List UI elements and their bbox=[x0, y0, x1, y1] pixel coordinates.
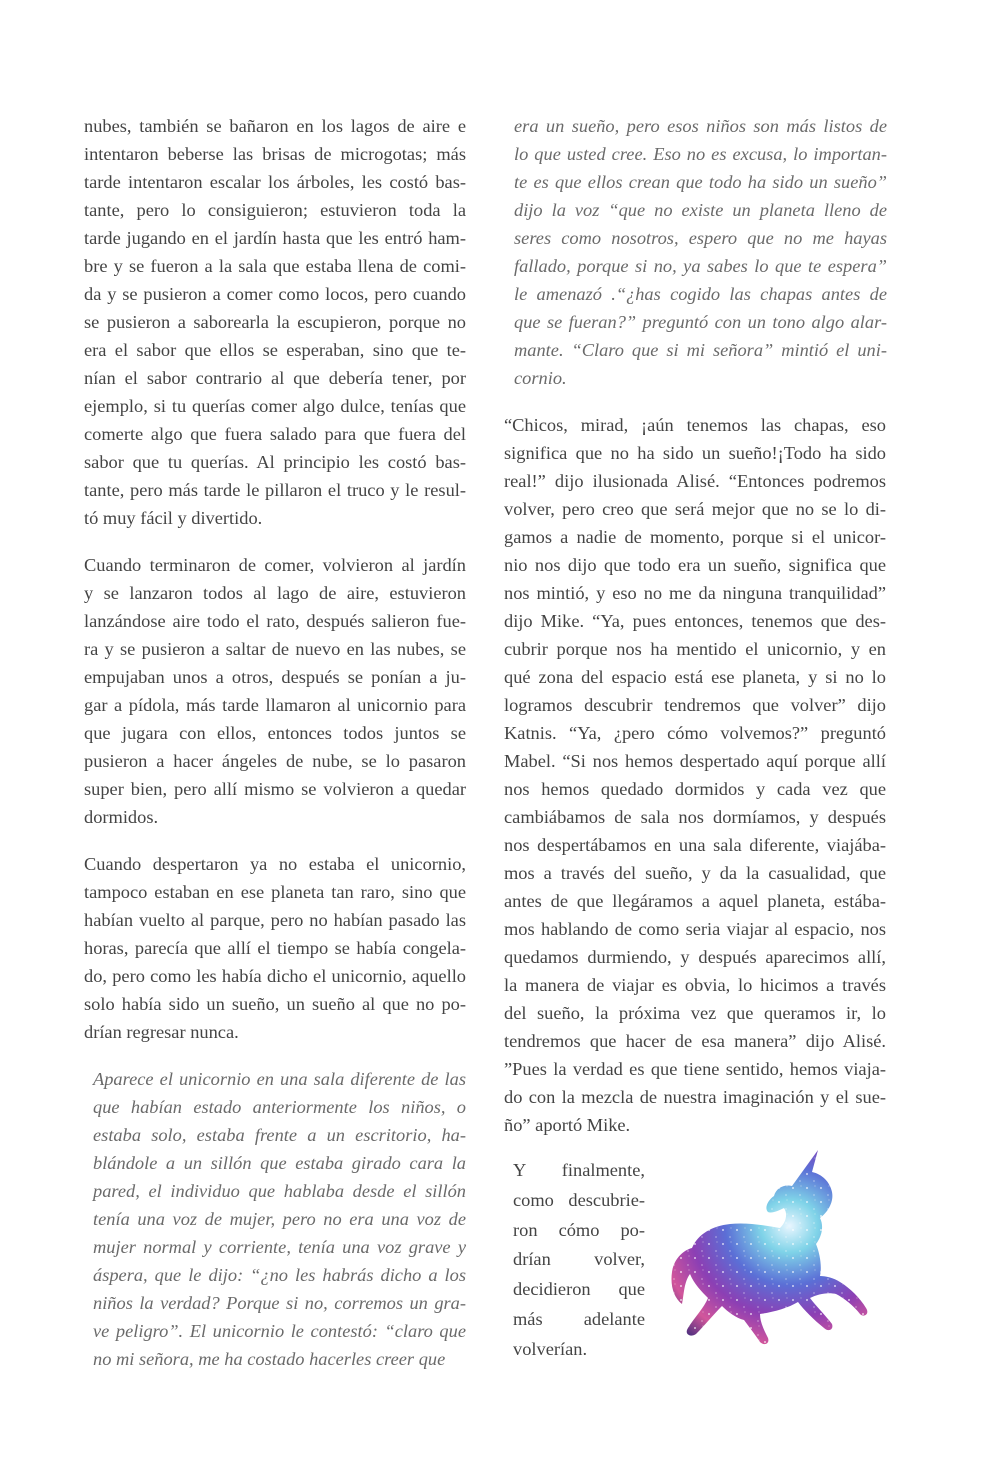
left-column bbox=[84, 112, 466, 1373]
text-line: tenía una voz de mujer, pero no era una voz de bbox=[93, 1209, 466, 1229]
text-line: sabor que tu querías. Al principio les costó bas- bbox=[84, 452, 466, 472]
text-line: mos a través del sueño, y da la casualidad, que bbox=[504, 863, 886, 883]
text-line: que habían estado anteriormente los niños, o bbox=[93, 1097, 466, 1117]
text-line: da y se pusieron a comer como locos, pero cuando bbox=[84, 284, 466, 304]
text-line: ño” aportó Mike. bbox=[504, 1115, 631, 1135]
text-line: tante, pero lo consiguieron; estuvieron toda la bbox=[84, 200, 466, 220]
text-line: tarde jugando en el jardín hasta que les entró ham- bbox=[84, 228, 466, 248]
left-paragraph-3 bbox=[84, 850, 466, 1046]
text-line: Cuando terminaron de comer, volvieron al jardín bbox=[84, 555, 466, 575]
unicorn-image bbox=[664, 1142, 892, 1352]
text-line: dijo Mike. “Ya, pues entonces, tenemos que des- bbox=[504, 611, 886, 631]
right-italic-paragraph bbox=[504, 112, 887, 392]
text-line: volver, pero creo que será mejor que no se lo di- bbox=[504, 499, 886, 519]
text-line: mante. “Claro que si mi señora” mintió el uni- bbox=[514, 340, 887, 360]
text-line: como descubrie- bbox=[513, 1189, 645, 1210]
text-line: no mi señora, me ha costado hacerles creer que bbox=[93, 1349, 446, 1369]
right-paragraph-1 bbox=[504, 411, 886, 1139]
text-line: cambiábamos de sala nos dormíamos, y después bbox=[504, 807, 886, 827]
text-line: horas, parecía que allí el tiempo se había congela- bbox=[84, 938, 466, 958]
right-column bbox=[504, 112, 886, 1139]
text-line: se pusieron a saborearla la escupieron, porque no bbox=[84, 312, 466, 332]
text-line: cornio. bbox=[514, 368, 567, 388]
text-line: intentaron beberse las brisas de microgotas; más bbox=[84, 144, 466, 164]
left-paragraph-2 bbox=[84, 551, 466, 831]
final-paragraph bbox=[513, 1156, 645, 1365]
text-line: le amenazó .“¿has cogido las chapas antes de bbox=[514, 284, 887, 304]
text-line: “Chicos, mirad, ¡aún tenemos las chapas, eso bbox=[504, 415, 886, 435]
text-line: ron cómo po- bbox=[513, 1219, 645, 1240]
text-line: real!” dijo ilusionada Alisé. “Entonces podremos bbox=[504, 471, 886, 491]
text-line: tó muy fácil y divertido. bbox=[84, 508, 263, 528]
text-line: Cuando despertaron ya no estaba el unicornio, bbox=[84, 854, 466, 874]
text-line: nio nos dijo que todo era un sueño, significa que bbox=[504, 555, 886, 575]
left-paragraph-1 bbox=[84, 112, 466, 532]
text-line: solo había sido un sueño, un sueño al que no po- bbox=[84, 994, 466, 1014]
text-line: y se lanzaron todos al lago de aire, estuvieron bbox=[84, 583, 466, 603]
text-line: nos mintió, y eso no me da ninguna tranquilidad” bbox=[504, 583, 886, 603]
text-line: quedamos durmiendo, y después aparecimos allí, bbox=[504, 947, 886, 967]
text-line: tendremos que hacer de esa manera” dijo Alisé. bbox=[504, 1031, 886, 1051]
text-line: lanzándose aire todo el rato, después salieron fue- bbox=[84, 611, 466, 631]
text-line: ejemplo, si tu querías comer algo dulce, tenías que bbox=[84, 396, 466, 416]
text-line: tarde intentaron escalar los árboles, les costó bas- bbox=[84, 172, 466, 192]
text-line: do con la mezcla de nuestra imaginación y el sue- bbox=[504, 1087, 886, 1107]
text-line: Mabel. “Si nos hemos despertado aquí porque allí bbox=[504, 751, 886, 771]
text-line: más adelante bbox=[513, 1308, 645, 1329]
text-line: mujer normal y corriente, tenía una voz grave y bbox=[93, 1237, 466, 1257]
text-line: dijo la voz “que no existe un planeta lleno de bbox=[514, 200, 887, 220]
text-line: seres como nosotros, espero que no me hayas bbox=[514, 228, 887, 248]
text-line: ”Pues la verdad es que tiene sentido, hemos viaja- bbox=[504, 1059, 886, 1079]
text-line: pared, el individuo que hablaba desde el sillón bbox=[93, 1181, 466, 1201]
text-line: empujaban unos a otros, después se ponían a ju- bbox=[84, 667, 466, 687]
text-line: cubrir porque nos ha mentido el unicornio, y en bbox=[504, 639, 886, 659]
text-line: nos hemos quedado dormidos y cada vez que bbox=[504, 779, 886, 799]
text-line: la manera de viajar es obvia, lo hicimos a través bbox=[504, 975, 886, 995]
text-line: blándole a un sillón que estaba girado cara la bbox=[93, 1153, 466, 1173]
text-line: estaba solo, estaba frente a un escritorio, ha- bbox=[93, 1125, 466, 1145]
text-line: lo que usted cree. Eso no es excusa, lo importan- bbox=[514, 144, 887, 164]
text-line: nos despertábamos en una sala diferente, viajába- bbox=[504, 835, 886, 855]
text-line: pusieron a hacer ángeles de nube, se lo pasaron bbox=[84, 751, 466, 771]
text-line: tante, pero más tarde le pillaron el truco y le resul- bbox=[84, 480, 466, 500]
text-line: significa que no ha sido un sueño!¡Todo ha sido bbox=[504, 443, 886, 463]
text-line: áspera, que le dijo: “¿no les habrás dicho a los bbox=[93, 1265, 466, 1285]
text-line: fallado, porque si no, ya sabes lo que te espera” bbox=[514, 256, 887, 276]
text-line: drían regresar nunca. bbox=[84, 1022, 239, 1042]
text-line: gar a pídola, más tarde llamaron al unicornio para bbox=[84, 695, 466, 715]
text-line: Aparece el unicornio en una sala diferente de las bbox=[93, 1069, 466, 1089]
text-line: mos hablando de como seria viajar al espacio, nos bbox=[504, 919, 886, 939]
text-line: super bien, pero allí mismo se volvieron a quedar bbox=[84, 779, 466, 799]
text-line: logramos descubrir tendremos que volver” dijo bbox=[504, 695, 886, 715]
text-line: Y finalmente, bbox=[513, 1160, 645, 1180]
text-line: gamos a nadie de momento, porque si el unicor- bbox=[504, 527, 886, 547]
text-line: drían volver, bbox=[513, 1249, 645, 1270]
text-line: comerte algo que fuera salado para que fuera del bbox=[84, 424, 466, 444]
text-line: tampoco estaban en ese planeta tan raro, sino que bbox=[84, 882, 466, 902]
text-line: do, pero como les había dicho el unicornio, aquello bbox=[84, 966, 466, 986]
text-line: era un sueño, pero esos niños son más listos de bbox=[514, 116, 887, 136]
text-line: era el sabor que ellos se esperaban, sino que te- bbox=[84, 340, 466, 360]
text-line: decidieron que bbox=[513, 1279, 645, 1300]
text-line: bre y se fueron a la sala que estaba llena de comi- bbox=[84, 256, 466, 276]
text-line: Katnis. “Ya, ¿pero cómo volvemos?” preguntó bbox=[504, 723, 886, 743]
text-line: ra y se pusieron a saltar de nuevo en las nubes, se bbox=[84, 639, 466, 659]
text-line: dormidos. bbox=[84, 807, 159, 827]
text-line: antes de que llegáramos a aquel planeta, estába- bbox=[504, 891, 886, 911]
text-line: nubes, también se bañaron en los lagos de aire e bbox=[84, 116, 466, 136]
text-line: te es que ellos crean que todo ha sido un sueño” bbox=[514, 172, 887, 192]
left-italic-paragraph bbox=[84, 1065, 466, 1373]
text-line: nían el sabor contrario al que debería tener, por bbox=[84, 368, 466, 388]
text-line: niños la verdad? Porque si no, corremos un gra- bbox=[93, 1293, 466, 1313]
text-line: que jugara con ellos, entonces todos juntos se bbox=[84, 723, 466, 743]
text-line: volverían. bbox=[513, 1338, 588, 1359]
text-line: qué zona del espacio está ese planeta, y si no lo bbox=[504, 667, 886, 687]
unicorn-silhouette-icon bbox=[664, 1142, 892, 1352]
text-line: que se fueran?” preguntó con un tono algo alar- bbox=[514, 312, 887, 332]
text-line: del sueño, la próxima vez que queramos ir, lo bbox=[504, 1003, 886, 1023]
text-line: habían vuelto al parque, pero no habían pasado las bbox=[84, 910, 466, 930]
text-line: ve peligro”. El unicornio le contestó: “claro que bbox=[93, 1321, 466, 1341]
